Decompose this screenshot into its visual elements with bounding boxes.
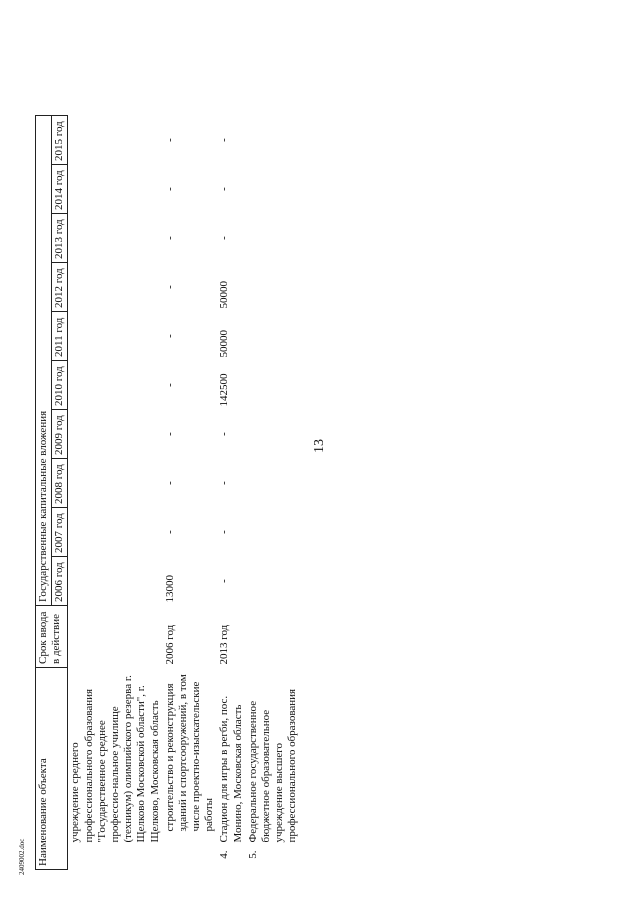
table-row [163, 116, 218, 870]
header-year: 2011 год [52, 312, 68, 361]
value-cell [246, 410, 301, 459]
value-cell [68, 214, 163, 263]
value-cell [68, 263, 163, 312]
value-cell [246, 508, 301, 557]
value-cell: - [163, 432, 176, 436]
header-capital-investments: Государственные капитальные вложения [36, 116, 52, 606]
value-cell [68, 508, 163, 557]
document-filename: 2409002.doc [18, 838, 26, 875]
value-cell [68, 116, 163, 165]
row-number [163, 846, 218, 870]
header-year: 2007 год [52, 508, 68, 557]
value-cell: 50000 [218, 281, 231, 309]
value-cell [68, 459, 163, 508]
value-cell: - [163, 334, 176, 338]
value-cell [68, 410, 163, 459]
value-cell: - [218, 432, 231, 436]
value-cell [246, 214, 301, 263]
object-name-cell: учреждение среднего профессионального образования "Государственное среднее профессио-нальное училище (техникум) олимпийского резерва г. Щелково Московской области", г. Щелково, Московская область [69, 675, 161, 843]
header-object-name: Наименование объекта [36, 668, 68, 870]
value-cell: - [163, 236, 176, 240]
table-row [217, 116, 245, 870]
value-cell: - [163, 138, 176, 142]
value-cell: - [163, 285, 176, 289]
table-row [68, 116, 163, 870]
value-cell: - [163, 187, 176, 191]
header-year: 2008 год [52, 459, 68, 508]
header-year: 2009 год [52, 410, 68, 459]
value-cell: - [218, 579, 231, 583]
header-year: 2015 год [52, 116, 68, 165]
rotated-table-area [35, 35, 615, 870]
object-name-cell: строительство и реконструкция зданий и спортсооружений, в том числе проектно-изыскательские работы [163, 674, 216, 832]
value-cell: - [218, 138, 231, 142]
term-cell [246, 606, 301, 668]
header-year: 2006 год [52, 557, 68, 606]
value-cell: 142500 [218, 373, 231, 407]
value-cell [68, 557, 163, 606]
value-cell [246, 459, 301, 508]
header-year: 2014 год [52, 165, 68, 214]
page-number: 13 [312, 439, 327, 453]
value-cell: 13000 [163, 575, 176, 603]
value-cell [246, 116, 301, 165]
value-cell [246, 263, 301, 312]
value-cell [246, 165, 301, 214]
value-cell: - [218, 530, 231, 534]
header-year: 2010 год [52, 361, 68, 410]
value-cell [68, 165, 163, 214]
value-cell [246, 312, 301, 361]
term-cell: 2006 год [163, 624, 176, 665]
object-name-cell: Стадион для игры в регби, пос. Монино, Московская область [218, 695, 244, 843]
value-cell: - [163, 383, 176, 387]
row-number: 4. [218, 850, 231, 859]
header-commissioning-term: Срок ввода в действие [36, 606, 68, 668]
value-cell [246, 557, 301, 606]
table-row [246, 116, 301, 870]
value-cell [246, 361, 301, 410]
value-cell: - [218, 481, 231, 485]
term-cell [68, 606, 163, 668]
row-number [68, 846, 163, 870]
capital-investment-table [35, 115, 301, 870]
row-number: 5. [246, 850, 259, 859]
value-cell: - [218, 187, 231, 191]
header-year: 2012 год [52, 263, 68, 312]
object-name-cell: Федеральное государственное бюджетное образовательное учреждение высшего профессионального образования [246, 688, 299, 843]
value-cell: - [163, 481, 176, 485]
term-cell: 2013 год [218, 624, 231, 665]
header-year: 2013 год [52, 214, 68, 263]
value-cell [68, 361, 163, 410]
value-cell: 50000 [218, 330, 231, 358]
value-cell: - [218, 236, 231, 240]
value-cell [68, 312, 163, 361]
value-cell: - [163, 530, 176, 534]
